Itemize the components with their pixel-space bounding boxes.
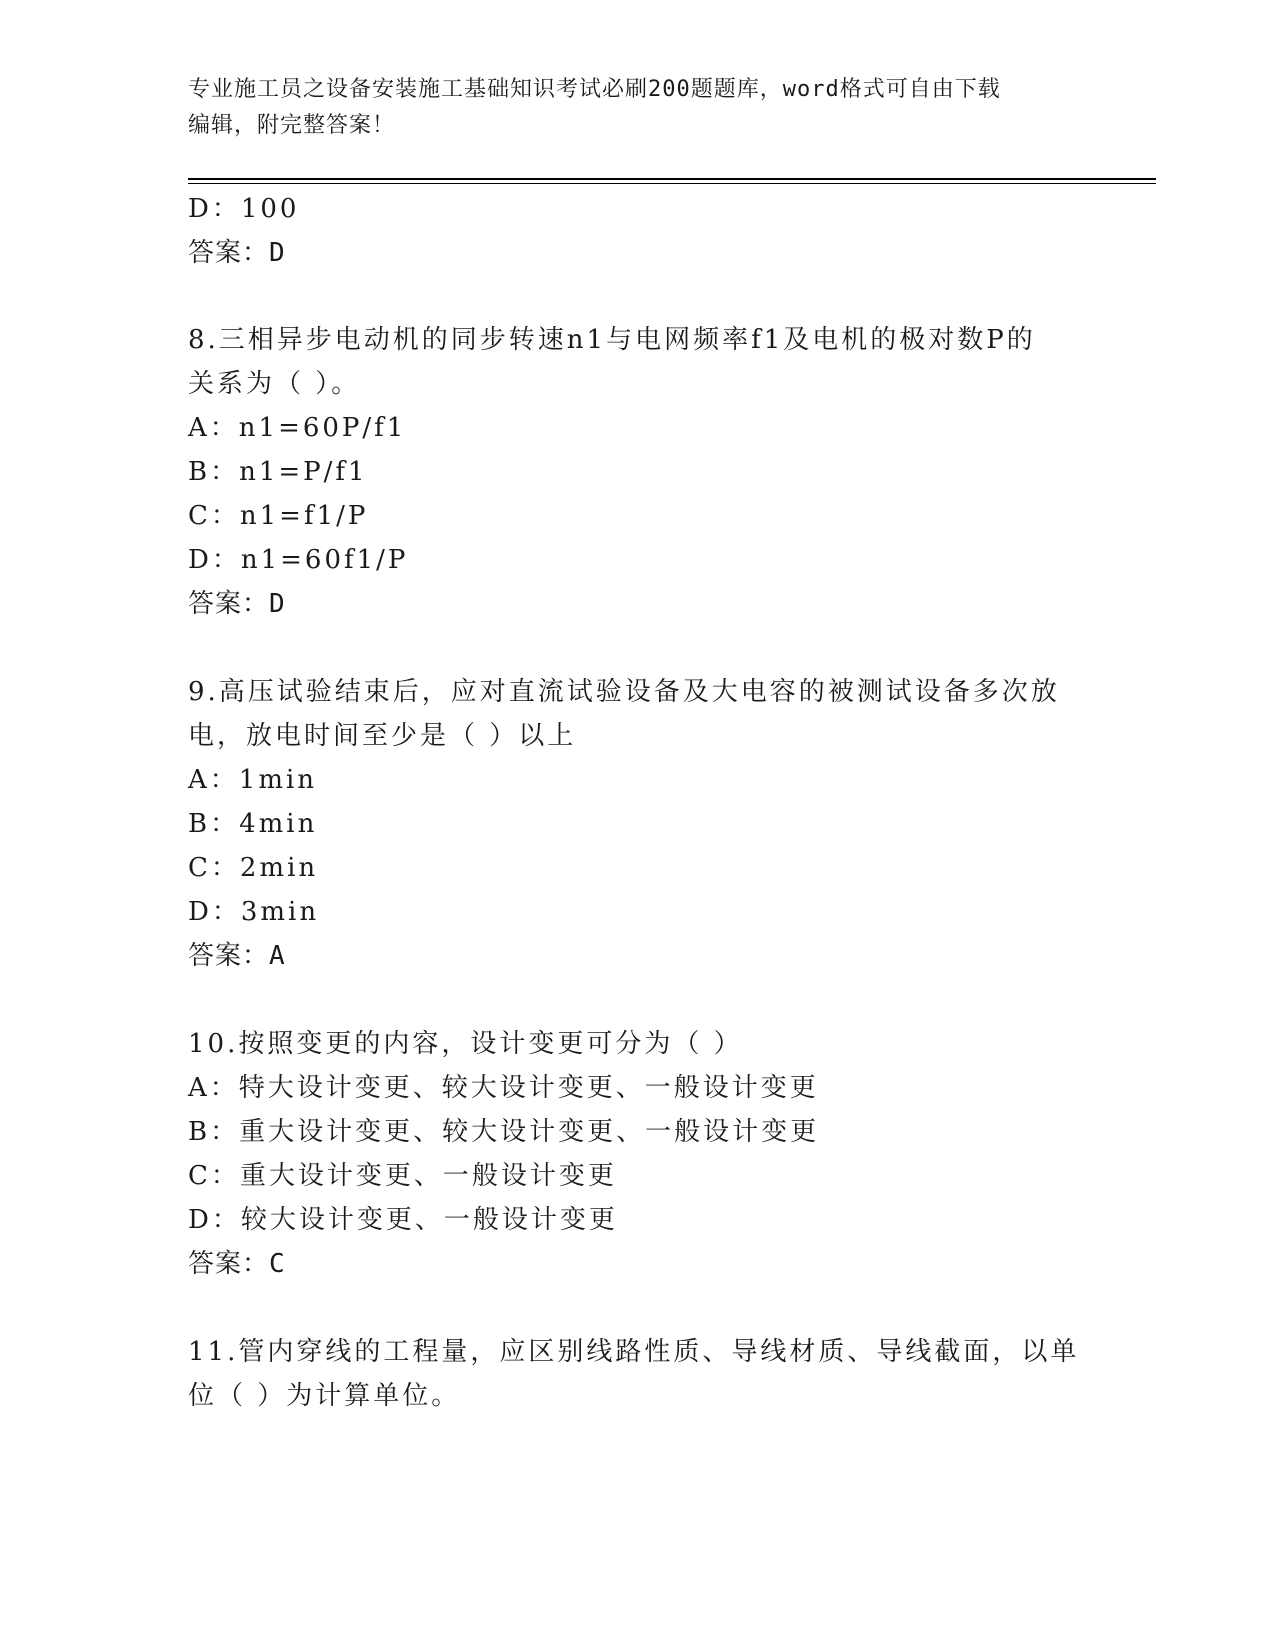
header-line-1: 专业施工员之设备安装施工基础知识考试必刷200题题库，word格式可自由下载 [188, 77, 1001, 102]
q9-stem-line-1: 9.高压试验结束后，应对直流试验设备及大电容的被测试设备多次放 [188, 677, 1060, 707]
q10-option-b: B：重大设计变更、较大设计变更、一般设计变更 [188, 1117, 820, 1147]
q10-option-c: C：重大设计变更、一般设计变更 [188, 1161, 617, 1191]
q9-answer: 答案：A [188, 941, 286, 971]
q8-option-d: D：n1=60f1/P [188, 545, 409, 575]
q10-answer: 答案：C [188, 1249, 286, 1279]
header-rule-thin [188, 183, 1156, 184]
prev-answer: 答案：D [188, 238, 286, 268]
q9-stem-line-2: 电，放电时间至少是（ ）以上 [188, 721, 577, 751]
q8-option-a: A：n1=60P/f1 [188, 413, 407, 443]
q9-option-b: B：4min [188, 809, 318, 839]
document-header [188, 72, 1068, 144]
q8-stem-line-1: 8.三相异步电动机的同步转速n1与电网频率f1及电机的极对数P的 [188, 325, 1036, 355]
q8-option-c: C：n1=f1/P [188, 501, 369, 531]
q9-option-a: A：1min [188, 765, 318, 795]
q10-stem-line-1: 10.按照变更的内容，设计变更可分为（ ） [188, 1029, 743, 1059]
prev-option-d: D：100 [188, 194, 300, 224]
q8-answer: 答案：D [188, 589, 286, 619]
q11-stem-line-2: 位（ ）为计算单位。 [188, 1381, 461, 1411]
q8-stem-line-2: 关系为（ ）。 [188, 369, 361, 399]
header-rule-thick [188, 178, 1156, 180]
q10-option-a: A：特大设计变更、较大设计变更、一般设计变更 [188, 1073, 819, 1103]
q8-option-b: B：n1=P/f1 [188, 457, 368, 487]
q11-stem-line-1: 11.管内穿线的工程量，应区别线路性质、导线材质、导线截面，以单 [188, 1337, 1080, 1367]
q9-option-d: D：3min [188, 897, 320, 927]
q10-option-d: D：较大设计变更、一般设计变更 [188, 1205, 618, 1235]
q9-option-c: C：2min [188, 853, 319, 883]
header-line-2: 编辑，附完整答案！ [188, 113, 396, 138]
